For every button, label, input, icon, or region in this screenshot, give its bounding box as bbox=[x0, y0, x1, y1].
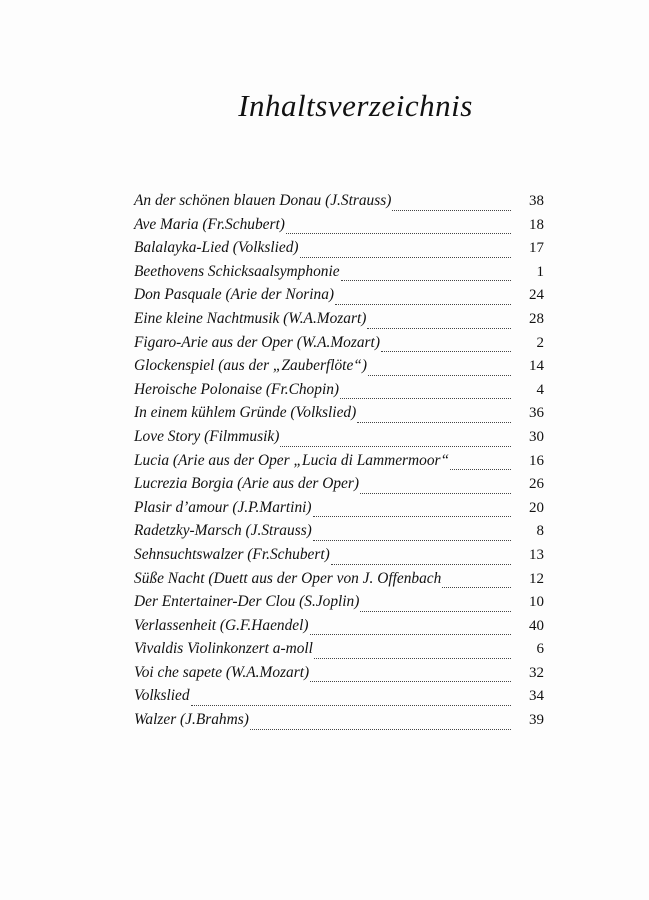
toc-entry bbox=[134, 664, 544, 688]
toc-entry-page: 39 bbox=[529, 712, 544, 729]
toc-entry bbox=[134, 404, 544, 428]
toc-entry-title: Heroische Polonaise (Fr.Chopin) bbox=[134, 380, 340, 398]
toc-entry-page: 16 bbox=[529, 452, 544, 469]
toc-entry-title: Plasir d’amour (J.P.Martini) bbox=[134, 498, 312, 516]
toc-entry-title: Verlassenheit (G.F.Haendel) bbox=[134, 616, 309, 634]
toc-entry-title: Don Pasquale (Arie der Norina) bbox=[134, 286, 335, 304]
toc-entry-title: Volkslied bbox=[134, 687, 190, 705]
dot-leader bbox=[341, 280, 511, 281]
dot-leader bbox=[286, 233, 511, 234]
toc-entry bbox=[134, 310, 544, 334]
toc-entry bbox=[134, 617, 544, 641]
toc-entry bbox=[134, 381, 544, 405]
toc-entry-page: 17 bbox=[529, 240, 544, 257]
toc-entry-page: 40 bbox=[529, 617, 544, 634]
toc-entry-page: 14 bbox=[529, 358, 544, 375]
dot-leader bbox=[331, 564, 511, 565]
dot-leader bbox=[442, 587, 511, 588]
toc-entry bbox=[134, 593, 544, 617]
dot-leader bbox=[450, 469, 511, 470]
toc-entry-title: Balalayka-Lied (Volkslied) bbox=[134, 239, 299, 257]
toc-entry-title: Sehnsuchtswalzer (Fr.Schubert) bbox=[134, 545, 330, 563]
dot-leader bbox=[313, 516, 511, 517]
toc-entry-page: 20 bbox=[529, 499, 544, 516]
toc-entry-title: Lucia (Arie aus der Oper „Lucia di Lammermoor“ bbox=[134, 451, 450, 469]
dot-leader bbox=[360, 611, 511, 612]
toc-entry-page: 30 bbox=[529, 428, 544, 445]
toc-entry bbox=[134, 192, 544, 216]
toc-entry-page: 6 bbox=[536, 641, 544, 658]
toc-entry-page: 36 bbox=[529, 405, 544, 422]
toc-entry bbox=[134, 428, 544, 452]
table-of-contents bbox=[134, 192, 544, 735]
toc-entry bbox=[134, 452, 544, 476]
toc-entry-title: In einem kühlem Gründe (Volkslied) bbox=[134, 404, 357, 422]
dot-leader bbox=[340, 398, 511, 399]
toc-entry-page: 34 bbox=[529, 688, 544, 705]
toc-entry-page: 8 bbox=[536, 523, 544, 540]
dot-leader bbox=[280, 446, 511, 447]
toc-entry-title: An der schönen blauen Donau (J.Strauss) bbox=[134, 192, 392, 209]
toc-entry-title: Eine kleine Nachtmusik (W.A.Mozart) bbox=[134, 309, 367, 327]
dot-leader bbox=[367, 328, 511, 329]
dot-leader bbox=[335, 304, 511, 305]
toc-entry-page: 2 bbox=[536, 334, 544, 351]
toc-entry bbox=[134, 687, 544, 711]
toc-entry-title: Voi che sapete (W.A.Mozart) bbox=[134, 663, 310, 681]
toc-entry-title: Radetzky-Marsch (J.Strauss) bbox=[134, 522, 312, 540]
toc-entry bbox=[134, 357, 544, 381]
toc-entry bbox=[134, 239, 544, 263]
toc-entry-title: Lucrezia Borgia (Arie aus der Oper) bbox=[134, 475, 359, 493]
toc-entry-title: Walzer (J.Brahms) bbox=[134, 711, 249, 729]
toc-entry bbox=[134, 499, 544, 523]
toc-entry-page: 26 bbox=[529, 476, 544, 493]
toc-entry-title: Beethovens Schicksaalsymphonie bbox=[134, 262, 340, 280]
toc-entry-page: 24 bbox=[529, 287, 544, 304]
toc-entry-page: 18 bbox=[529, 216, 544, 233]
toc-entry bbox=[134, 711, 544, 735]
dot-leader bbox=[191, 705, 511, 706]
dot-leader bbox=[300, 257, 511, 258]
toc-entry bbox=[134, 640, 544, 664]
toc-entry-page: 10 bbox=[529, 594, 544, 611]
toc-entry-page: 12 bbox=[529, 570, 544, 587]
toc-entry-page: 4 bbox=[536, 381, 544, 398]
toc-entry-page: 1 bbox=[536, 263, 544, 280]
toc-entry-title: Der Entertainer-Der Clou (S.Joplin) bbox=[134, 593, 360, 611]
dot-leader bbox=[368, 375, 511, 376]
toc-entry-page: 38 bbox=[529, 193, 544, 209]
toc-entry bbox=[134, 216, 544, 240]
toc-entry bbox=[134, 522, 544, 546]
toc-entry bbox=[134, 475, 544, 499]
dot-leader bbox=[314, 658, 511, 659]
dot-leader bbox=[310, 681, 511, 682]
toc-entry-page: 13 bbox=[529, 546, 544, 563]
toc-entry-page: 28 bbox=[529, 310, 544, 327]
toc-entry-title: Glockenspiel (aus der „Zauberflöte“) bbox=[134, 357, 367, 375]
dot-leader bbox=[392, 210, 511, 211]
toc-entry bbox=[134, 334, 544, 358]
toc-entry bbox=[134, 546, 544, 570]
toc-entry-title: Vivaldis Violinkonzert a-moll bbox=[134, 640, 313, 658]
dot-leader bbox=[310, 634, 511, 635]
toc-entry bbox=[134, 570, 544, 594]
toc-entry bbox=[134, 263, 544, 287]
dot-leader bbox=[250, 729, 511, 730]
toc-entry-title: Figaro-Arie aus der Oper (W.A.Mozart) bbox=[134, 333, 380, 351]
toc-entry bbox=[134, 286, 544, 310]
page-title: Inhaltsverzeichnis bbox=[238, 88, 473, 123]
dot-leader bbox=[313, 540, 511, 541]
dot-leader bbox=[360, 493, 511, 494]
toc-entry-title: Süße Nacht (Duett aus der Oper von J. Offenbach bbox=[134, 569, 442, 587]
toc-entry-title: Ave Maria (Fr.Schubert) bbox=[134, 215, 285, 233]
toc-entry-page: 32 bbox=[529, 664, 544, 681]
dot-leader bbox=[381, 351, 511, 352]
dot-leader bbox=[357, 422, 511, 423]
toc-entry-title: Love Story (Filmmusik) bbox=[134, 427, 280, 445]
